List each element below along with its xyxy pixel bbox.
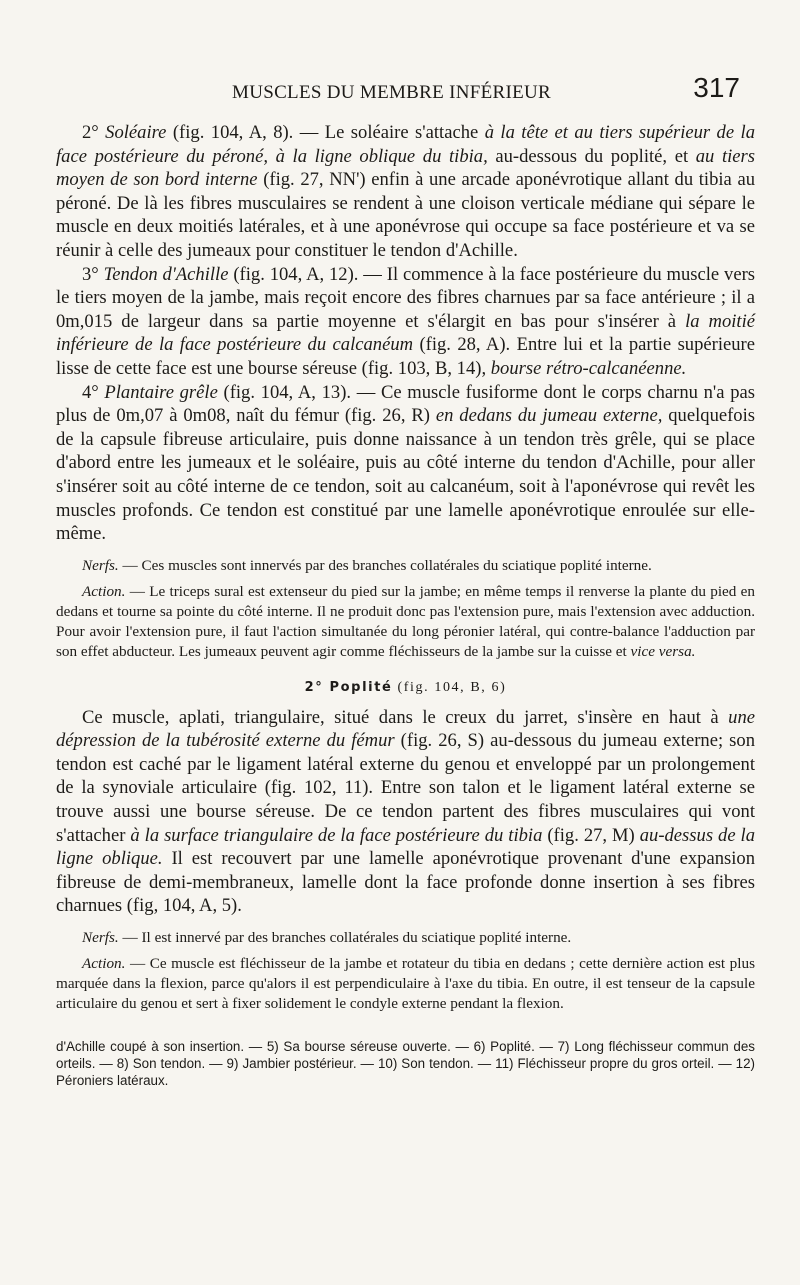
paragraph-tendon-achille: 3° Tendon d'Achille (fig. 104, A, 12). — Il commence à la face postérieure du muscle vers le tiers moyen de la jambe, mais reçoit encore des fibres charnues par sa face antérieure ; il a 0m,015 de largeur dans sa partie moyenne et s'élargit en bas pour s'insérer à la moitié inférieure de la face postérieure du calcanéum (fig. 28, A). Entre lui et la partie supérieure lisse de cette face est une bourse séreuse (fig. 103, B, 14), bourse rétro-calcanéenne. (56, 263, 756, 379)
figure-caption-footnote: d'Achille coupé à son insertion. — 5) Sa bourse séreuse ouverte. — 6) Poplité. — 7) Long fléchisseur commun des orteils. — 8) Son tendon. — 9) Jambier postérieur. — 10) Son tendon. — 11) Fléchisseur propre du gros orteil. — 12) Péroniers latéraux. (56, 1039, 755, 1089)
running-title: MUSCLES DU MEMBRE INFÉRIEUR (232, 82, 551, 103)
note-action-triceps: Action. — Le triceps sural est extenseur du pied sur la jambe; en même temps il renverse la plante du pied en dedans et tourne sa pointe du côté interne. Il ne produit donc pas l'extension pure, mais l'extension avec adduction. Pour avoir l'extension pure, il faut l'action simultanée du long péronier latéral, qui contre-balance l'adduction par son effet abducteur. Les jumeaux peuvent agir comme fléchisseurs de la jambe sur la cuisse et vice versa. (56, 582, 755, 660)
note-nerfs-triceps: Nerfs. — Ces muscles sont innervés par des branches collatérales du sciatique poplité interne. (82, 556, 652, 574)
paragraph-plantaire-grele: 4° Plantaire grêle (fig. 104, A, 13). — Ce muscle fusiforme dont le corps charnu n'a pas plus de 0m,07 à 0m08, naît du fémur (fig. 26, R) en dedans du jumeau externe, quelquefois de la capsule fibreuse articulaire, puis donne naissance à un tendon très grêle, qui se place d'abord entre les jumeaux et le soléaire, puis au côté interne du tendon d'Achille, pour aller s'insérer soit au côté interne de ce tendon, soit au calcanéum, soit à l'aponévrose qui revêt les muscles profonds. Ce tendon est constitué par une lamelle aponévrotique enroulée sur elle-même. (56, 381, 756, 545)
paragraph-poplite: Ce muscle, aplati, triangulaire, situé dans le creux du jarret, s'insère en haut à une dépression de la tubérosité externe du fémur (fig. 26, S) au-dessous du jumeau externe; son tendon est caché par le ligament latéral externe du genou et enveloppé par un prolongement de la synoviale articulaire (fig. 102, 11). Entre son talon et le ligament latéral externe se trouve aussi une bourse séreuse. De ce tendon partent des fibres musculaires qui vont s'attacher à la surface triangulaire de la face postérieure du tibia (fig. 27, M) au-dessus de la ligne oblique. Il est recouvert par une lamelle aponévrotique provenant d'une expansion fibreuse de demi-membraneux, lamelle dont la face profonde donne insertion à ses fibres charnues (fig, 104, A, 5). (56, 706, 756, 917)
note-nerfs-poplite: Nerfs. — Il est innervé par des branches collatérales du sciatique poplité interne. (82, 929, 572, 947)
page-header (0, 72, 800, 112)
section-heading-poplite: 2° Poplité (fig. 104, B, 6) (304, 679, 507, 695)
note-action-poplite: Action. — Ce muscle est fléchisseur de la jambe et rotateur du tibia en dedans ; cette dernière action est plus marquée dans la flexion, parce qu'alors il est perpendiculaire à l'axe du tibia. En outre, il est tenseur de la capsule articulaire du genou et sert à fixer solidement le condyle externe pendant la flexion. (56, 955, 755, 1013)
paragraph-soleaire: 2° Soléaire (fig. 104, A, 8). — Le soléaire s'attache à la tête et au tiers supérieur de la face postérieure du péroné, à la ligne oblique du tibia, au-dessous du poplité, et au tiers moyen de son bord interne (fig. 27, NN') enfin à une arcade aponévrotique allant du tibia au péroné. De là les fibres musculaires se rendent à une cloison verticale médiane qui sépare le muscle en deux moitiés latérales, et à une aponévrose qui occupe sa face postérieure et va se réunir à celle des jumeaux pour constituer le tendon d'Achille. (56, 122, 756, 261)
page-body (56, 121, 755, 1089)
page-number: 317 (693, 72, 740, 103)
